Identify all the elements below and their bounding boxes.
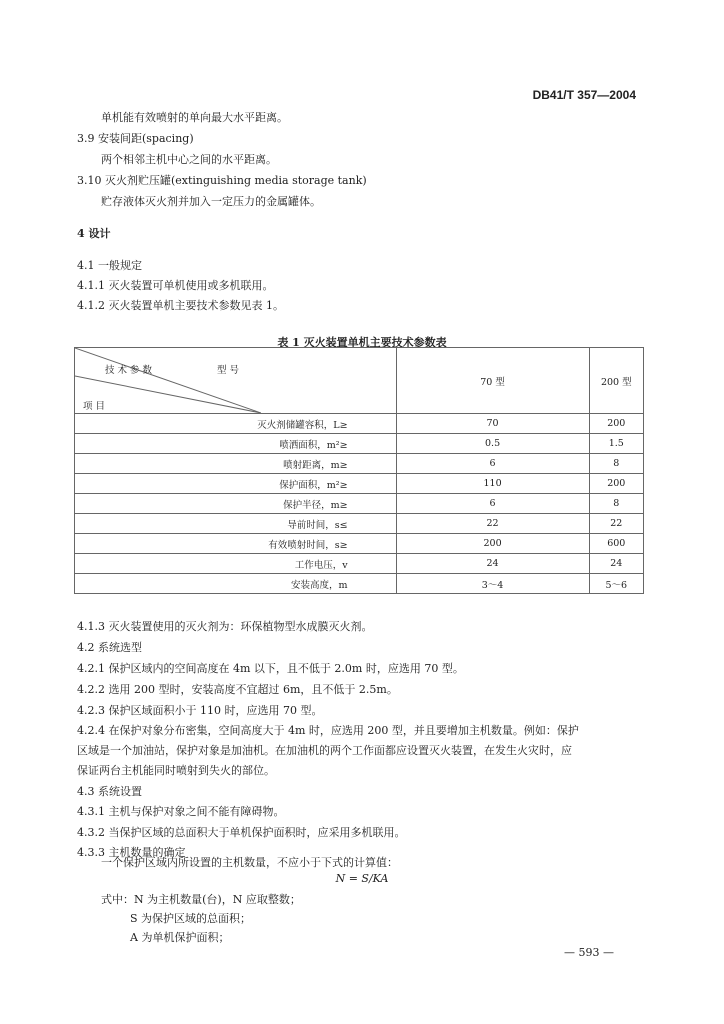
table-row: [75, 414, 644, 434]
table-header-row: [75, 348, 644, 414]
clause-4-2-4-cont: 保证两台主机能同时喷射到失火的部位。: [77, 764, 275, 777]
table-row: [75, 434, 644, 454]
formula-intro: 一个保护区域内所设置的主机数量，不应小于下式的计算值：: [101, 856, 398, 869]
section-3-9-heading: 3.9 安装间距(spacing): [77, 132, 194, 145]
value-70: 110: [396, 474, 589, 494]
header-item-label: 项 目: [83, 401, 106, 412]
table-row: [75, 474, 644, 494]
definition-text: 两个相邻主机中心之间的水平距离。: [101, 153, 277, 166]
param-name: 保护面积，m²≥: [75, 474, 397, 494]
value-70: 24: [396, 554, 589, 574]
value-70: 0.5: [396, 434, 589, 454]
clause-4-3-3: 4.3.3 主机数量的确定: [77, 846, 186, 859]
formula-where-a: A 为单机保护面积；: [130, 931, 230, 944]
value-200: 600: [589, 534, 643, 554]
table-row: [75, 494, 644, 514]
definition-text: 单机能有效喷射的单向最大水平距离。: [101, 111, 288, 124]
param-name: 喷射距离，m≥: [75, 454, 397, 474]
column-header-200: 200 型: [589, 348, 643, 414]
page-number: — 593 —: [564, 946, 614, 959]
clause-4-1-2: 4.1.2 灭火装置单机主要技术参数见表 1。: [77, 299, 284, 312]
value-70: 22: [396, 514, 589, 534]
clause-4-2-1: 4.2.1 保护区域内的空间高度在 4m 以下，且不低于 2.0m 时，应选用 70 型。: [77, 662, 464, 675]
param-name: 工作电压，v: [75, 554, 397, 574]
section-4-2-heading: 4.2 系统选型: [77, 641, 142, 654]
value-200: 8: [589, 454, 643, 474]
value-70: 6: [396, 494, 589, 514]
value-70: 6: [396, 454, 589, 474]
value-70: 200: [396, 534, 589, 554]
parameters-table: [74, 347, 644, 594]
value-200: 22: [589, 514, 643, 534]
section-4-3-heading: 4.3 系统设置: [77, 785, 142, 798]
value-200: 5～6: [589, 574, 643, 594]
document-code: DB41/T 357—2004: [532, 88, 636, 102]
clause-4-1-1: 4.1.1 灭火装置可单机使用或多机联用。: [77, 279, 274, 292]
param-name: 保护半径，m≥: [75, 494, 397, 514]
column-header-70: 70 型: [396, 348, 589, 414]
value-200: 1.5: [589, 434, 643, 454]
param-name: 灭火剂储罐容积，L≥: [75, 414, 397, 434]
value-70: 70: [396, 414, 589, 434]
clause-4-2-4-cont: 区域是一个加油站，保护对象是加油机。在加油机的两个工作面都应设置灭火装置，在发生火灾时，应: [77, 744, 572, 757]
table-title: 表 1 灭火装置单机主要技术参数表: [277, 336, 447, 349]
clause-4-2-2: 4.2.2 选用 200 型时，安装高度不宜超过 6m，且不低于 2.5m。: [77, 683, 398, 696]
table-row: [75, 534, 644, 554]
definition-text: 贮存液体灭火剂并加入一定压力的金属罐体。: [101, 195, 321, 208]
table-row: [75, 454, 644, 474]
clause-4-2-4: 4.2.4 在保护对象分布密集，空间高度大于 4m 时，应选用 200 型，并且要增加主机数量。例如：保护: [77, 724, 579, 737]
param-name: 安装高度，m: [75, 574, 397, 594]
section-4-1-heading: 4.1 一般规定: [77, 259, 142, 272]
clause-4-3-1: 4.3.1 主机与保护对象之间不能有障碍物。: [77, 805, 285, 818]
section-3-10-heading: 3.10 灭火剂贮压罐(extinguishing media storage tank): [77, 174, 367, 187]
value-70: 3～4: [396, 574, 589, 594]
value-200: 200: [589, 474, 643, 494]
clause-4-1-3: 4.1.3 灭火装置使用的灭火剂为：环保植物型水成膜灭火剂。: [77, 620, 373, 633]
table-row: [75, 514, 644, 534]
clause-4-3-2: 4.3.2 当保护区域的总面积大于单机保护面积时，应采用多机联用。: [77, 826, 406, 839]
table-row: [75, 554, 644, 574]
header-tech-label: 技 术 参 数: [105, 365, 153, 376]
header-model-label: 型 号: [217, 365, 240, 376]
table-row: [75, 574, 644, 594]
param-name: 导前时间，s≤: [75, 514, 397, 534]
value-200: 8: [589, 494, 643, 514]
value-200: 24: [589, 554, 643, 574]
param-name: 喷洒面积，m²≥: [75, 434, 397, 454]
param-name: 有效喷射时间，s≥: [75, 534, 397, 554]
diagonal-header-cell: [75, 348, 397, 414]
value-200: 200: [589, 414, 643, 434]
formula-where-n: 式中：N 为主机数量(台)，N 应取整数；: [101, 893, 301, 906]
section-4-heading: 4 设计: [77, 227, 111, 240]
formula: N = S/KA: [335, 872, 389, 885]
formula-where-s: S 为保护区域的总面积；: [130, 912, 252, 925]
clause-4-2-3: 4.2.3 保护区域面积小于 110 时，应选用 70 型。: [77, 704, 323, 717]
